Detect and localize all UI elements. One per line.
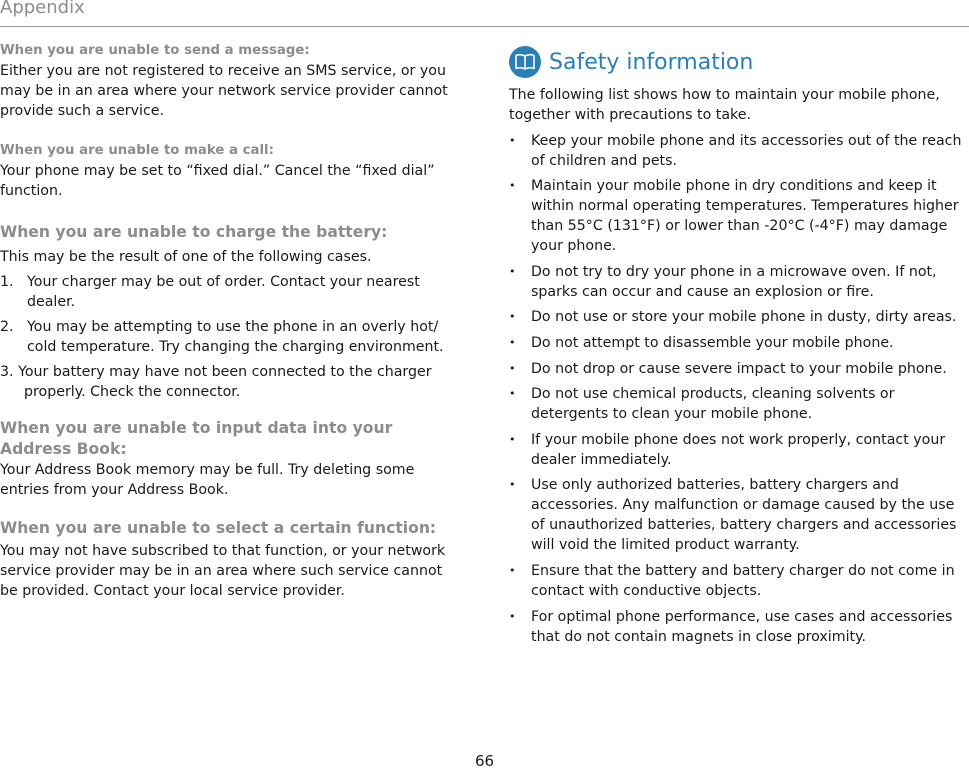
safety-bullet-text: Do not use or store your mobile phone in dusty, dirty areas.: [531, 309, 957, 326]
header-divider: [0, 26, 969, 27]
bullet-dot: •: [509, 563, 516, 577]
safety-title-row: [509, 44, 969, 80]
charge-battery-intro: This may be the result of one of the following cases.: [0, 249, 372, 265]
safety-bullet-text: Maintain your mobile phone in dry conditions and keep it within normal operating temperatures. Temperatures higher than 55°C (131°F) or lower than -20°C (-4°F) may damage your phone.: [531, 178, 959, 255]
safety-information-column: [509, 44, 969, 647]
safety-bullet-item: [509, 333, 969, 353]
bullet-dot: •: [509, 609, 516, 623]
troubleshooting-column: [0, 41, 462, 601]
address-book-heading: When you are unable to input data into your Address Book:: [0, 419, 393, 458]
safety-bullet-item: [509, 307, 969, 327]
safety-title: Safety information: [549, 49, 754, 75]
list-item: [0, 362, 462, 402]
bullet-dot: •: [509, 264, 516, 278]
select-function-body: You may not have subscribed to that function, or your network service provider may be in an area where such service cannot be provided. Contact your local service provider.: [0, 543, 446, 599]
charge-battery-heading: When you are unable to charge the battery:: [0, 223, 388, 241]
safety-bullet-text: If your mobile phone does not work properly, contact your dealer immediately.: [531, 431, 946, 468]
address-book-body: Your Address Book memory may be full. Try deleting some entries from your Address Book.: [0, 462, 415, 498]
safety-bullet-text: Keep your mobile phone and its accessories out of the reach of children and pets.: [531, 132, 962, 169]
list-item-number: 2.: [0, 319, 14, 335]
bullet-dot: •: [509, 179, 516, 193]
list-item-text: Your battery may have not been connected to the charger properly. Check the connector.: [18, 364, 432, 400]
safety-intro: The following list shows how to maintain your mobile phone, together with precautions to take.: [509, 87, 940, 123]
list-item: [0, 317, 462, 357]
safety-bullet-text: For optimal phone performance, use cases and accessories that do not contain magnets in close proximity.: [531, 608, 953, 645]
make-call-heading: When you are unable to make a call:: [0, 143, 274, 158]
safety-bullet-text: Ensure that the battery and battery charger do not come in contact with conductive objects.: [531, 562, 955, 599]
book-icon: [509, 46, 541, 78]
list-item-number: 1.: [0, 274, 14, 290]
list-item-text: Your charger may be out of order. Contact your nearest dealer.: [27, 274, 420, 310]
bullet-dot: •: [509, 387, 516, 401]
list-item: [0, 272, 462, 312]
safety-bullet-item: [509, 430, 969, 470]
bullet-dot: •: [509, 133, 516, 147]
bullet-dot: •: [509, 361, 516, 375]
make-call-body: Your phone may be set to “fixed dial.” Cancel the “fixed dial” function.: [0, 163, 435, 199]
safety-bullet-item: [509, 607, 969, 647]
send-message-body: Either you are not registered to receive an SMS service, or you may be in an area where your network service provider cannot provide such a service.: [0, 63, 448, 119]
safety-bullet-text: Do not try to dry your phone in a microwave oven. If not, sparks can occur and cause an explosion or fire.: [531, 263, 937, 300]
bullet-dot: •: [509, 335, 516, 349]
page-header-title: Appendix: [0, 0, 85, 18]
safety-bullet-item: [509, 475, 969, 555]
safety-bullet-text: Do not drop or cause severe impact to your mobile phone.: [531, 360, 947, 377]
list-item-number: 3.: [0, 364, 14, 380]
safety-bullet-list: [509, 131, 969, 647]
page-number: 66: [474, 752, 495, 770]
bullet-dot: •: [509, 310, 516, 324]
safety-bullet-item: [509, 359, 969, 379]
safety-bullet-text: Do not attempt to disassemble your mobile phone.: [531, 334, 894, 351]
safety-bullet-item: [509, 262, 969, 302]
safety-bullet-item: [509, 131, 969, 171]
safety-bullet-item: [509, 176, 969, 256]
safety-bullet-text: Do not use chemical products, cleaning solvents or detergents to clean your mobile phone.: [531, 386, 895, 423]
bullet-dot: •: [509, 432, 516, 446]
bullet-dot: •: [509, 478, 516, 492]
safety-bullet-item: [509, 561, 969, 601]
safety-bullet-item: [509, 384, 969, 424]
select-function-heading: When you are unable to select a certain function:: [0, 519, 437, 537]
list-item-text: You may be attempting to use the phone in an overly hot/ cold temperature. Try changing the charging environment.: [27, 319, 444, 355]
send-message-heading: When you are unable to send a message:: [0, 43, 310, 58]
charge-battery-list: [0, 272, 462, 402]
safety-bullet-text: Use only authorized batteries, battery chargers and accessories. Any malfunction or damage caused by the use of unauthorized batteries, battery chargers and accessories will void the limited product warranty.: [531, 477, 957, 554]
